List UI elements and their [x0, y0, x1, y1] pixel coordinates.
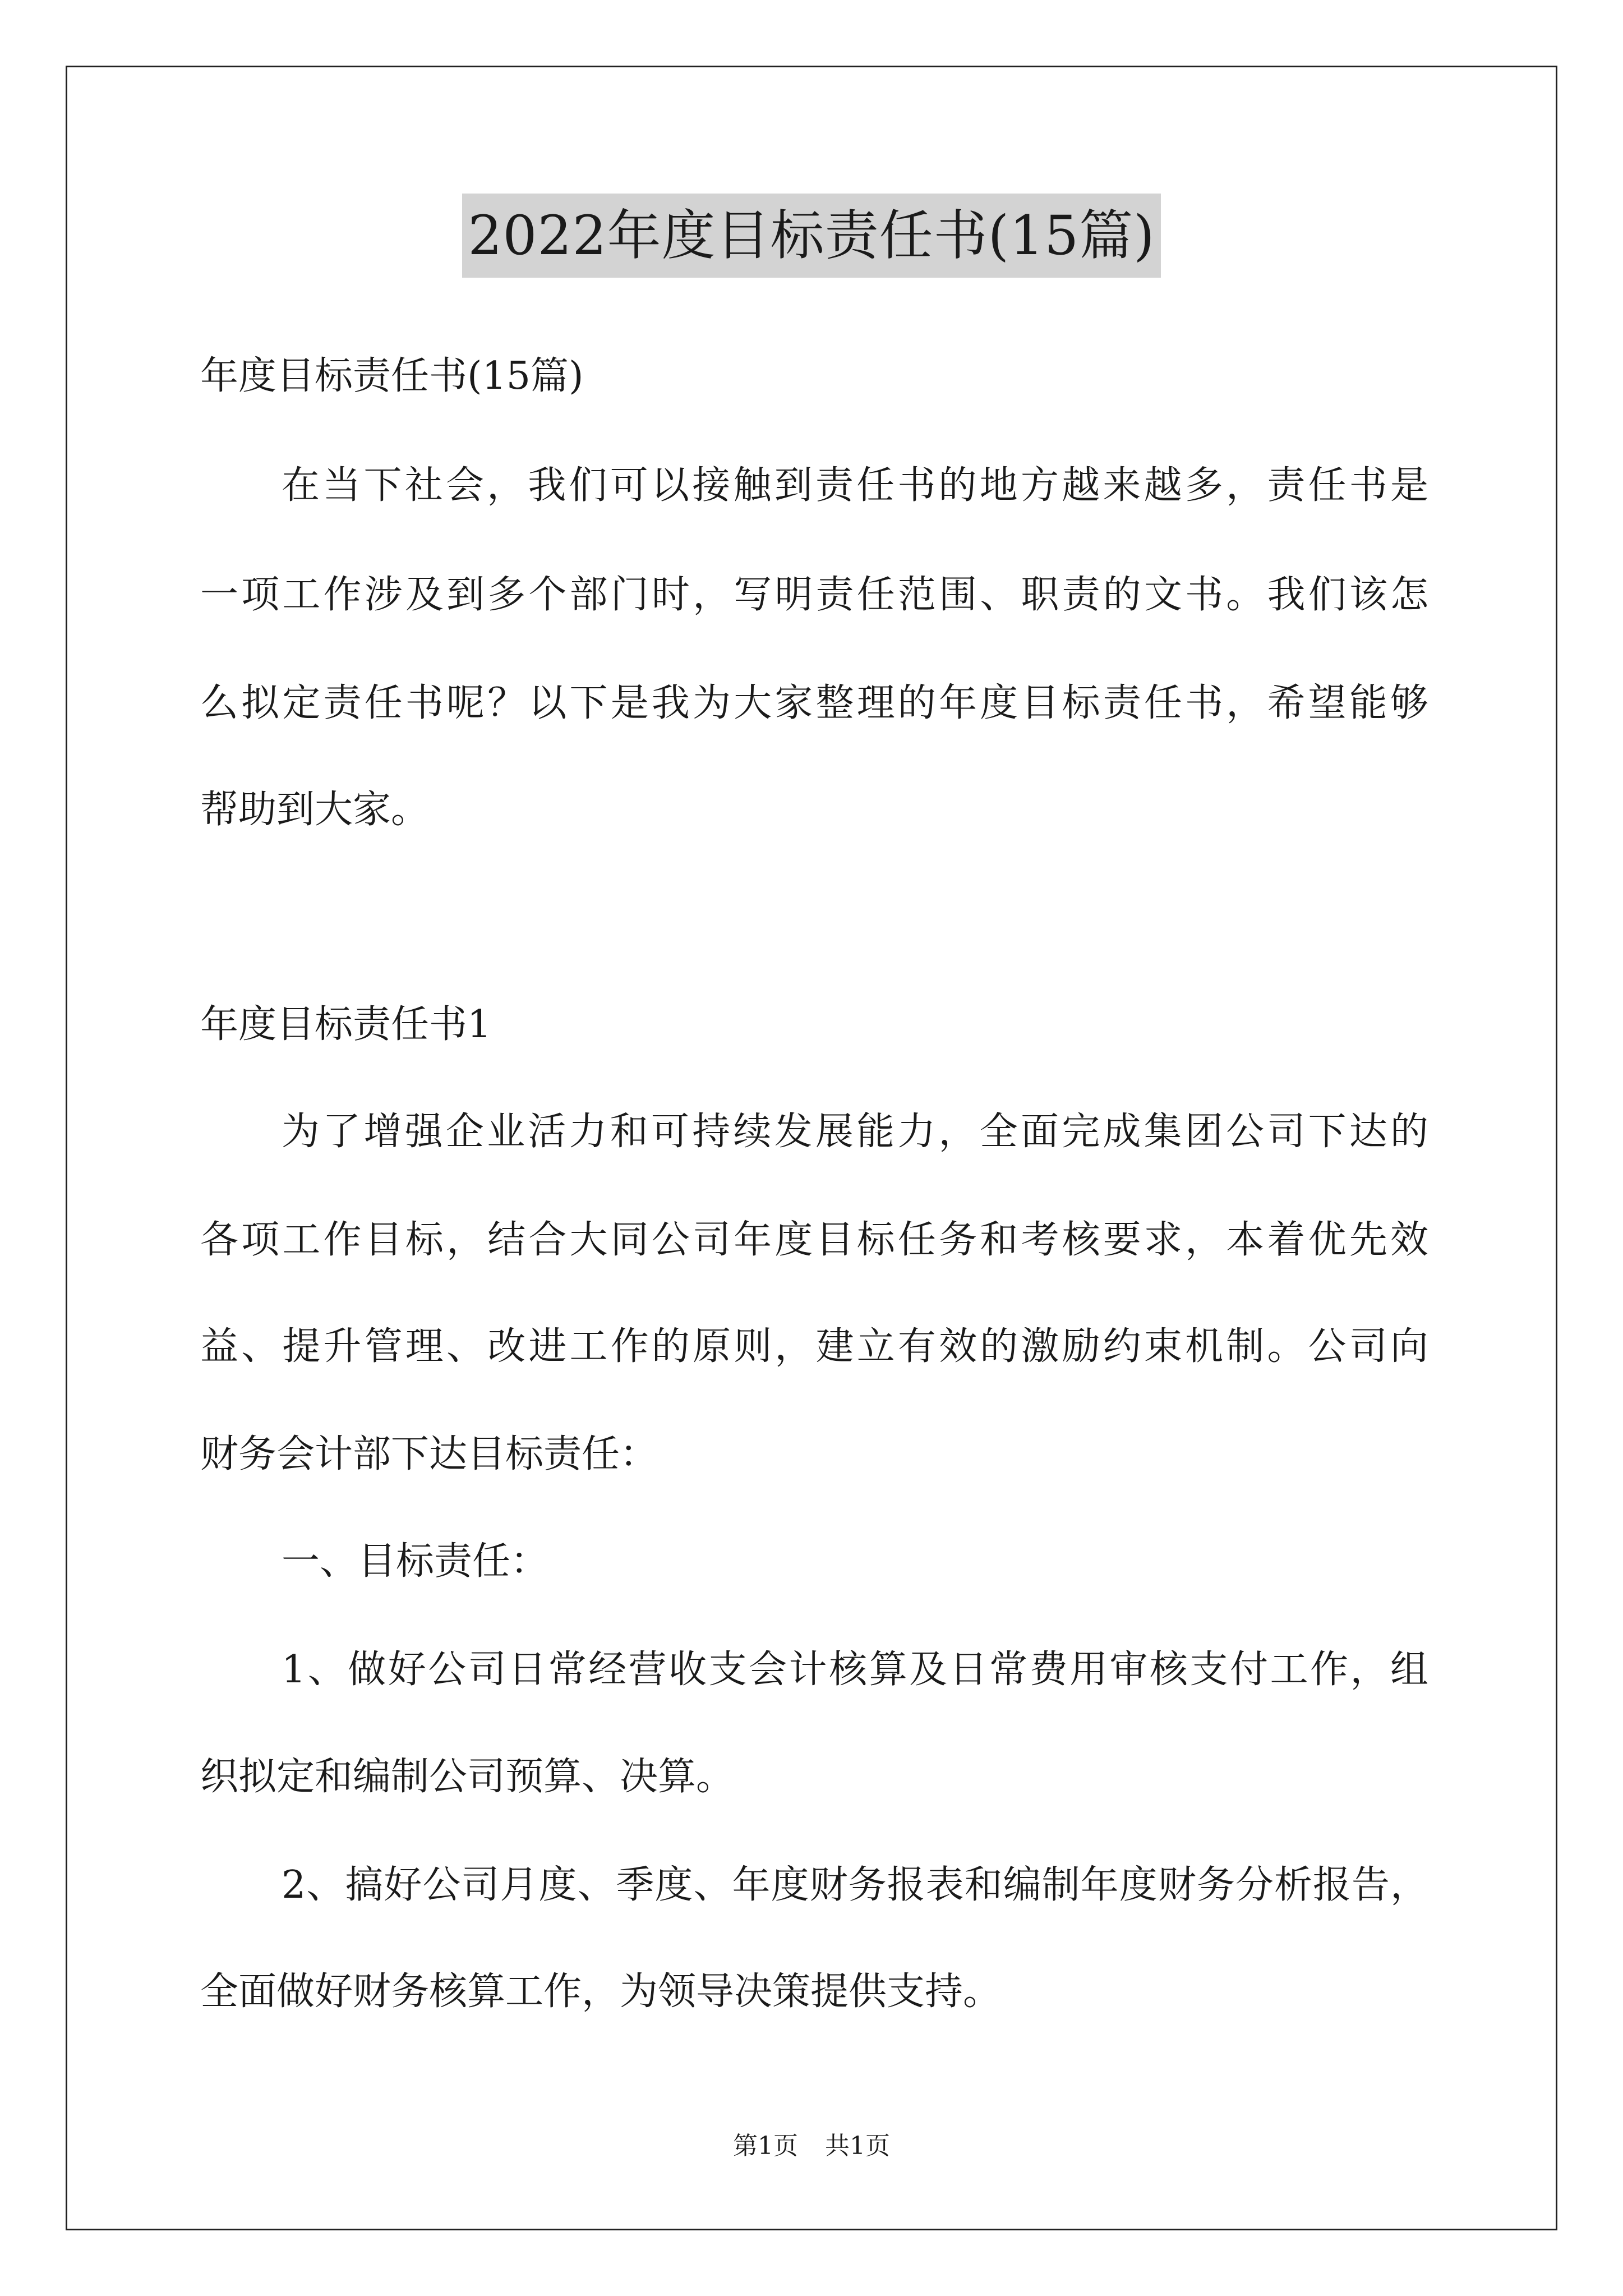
section-line-4: 财务会计部下达目标责任：	[200, 1432, 658, 1476]
section-line-3: 益、提升管理、改进工作的原则，建立有效的激励约束机制。公司向	[200, 1324, 1428, 1369]
item-2-line-2: 全面做好财务核算工作，为领导决策提供支持。	[200, 1970, 1002, 2014]
section-line-2: 各项工作目标，结合大同公司年度目标任务和考核要求，本着优先效	[200, 1218, 1428, 1262]
list-heading: 一、目标责任：	[282, 1539, 549, 1584]
intro-line-1: 在当下社会，我们可以接触到责任书的地方越来越多，责任书是	[282, 463, 1428, 508]
document-title: 2022年度目标责任书(15篇)	[462, 194, 1160, 278]
page-number-current: 第1页	[733, 2132, 798, 2160]
item-2-line-1: 2、搞好公司月度、季度、年度财务报表和编制年度财务分析报告，	[282, 1863, 1428, 1907]
subtitle: 年度目标责任书(15篇)	[200, 354, 584, 398]
intro-line-4: 帮助到大家。	[200, 788, 430, 832]
section-line-1: 为了增强企业活力和可持续发展能力，全面完成集团公司下达的	[282, 1110, 1428, 1154]
intro-line-3: 么拟定责任书呢？以下是我为大家整理的年度目标责任书，希望能够	[200, 681, 1428, 725]
section-heading: 年度目标责任书1	[200, 1002, 492, 1047]
page-footer	[0, 2129, 1623, 2163]
item-1-line-2: 织拟定和编制公司预算、决算。	[200, 1755, 735, 1799]
intro-line-2: 一项工作涉及到多个部门时，写明责任范围、职责的文书。我们该怎	[200, 573, 1428, 617]
item-1-line-1: 1、做好公司日常经营收支会计核算及日常费用审核支付工作，组	[282, 1648, 1428, 1692]
page-number-total: 共1页	[825, 2132, 890, 2160]
title-container	[0, 194, 1623, 278]
